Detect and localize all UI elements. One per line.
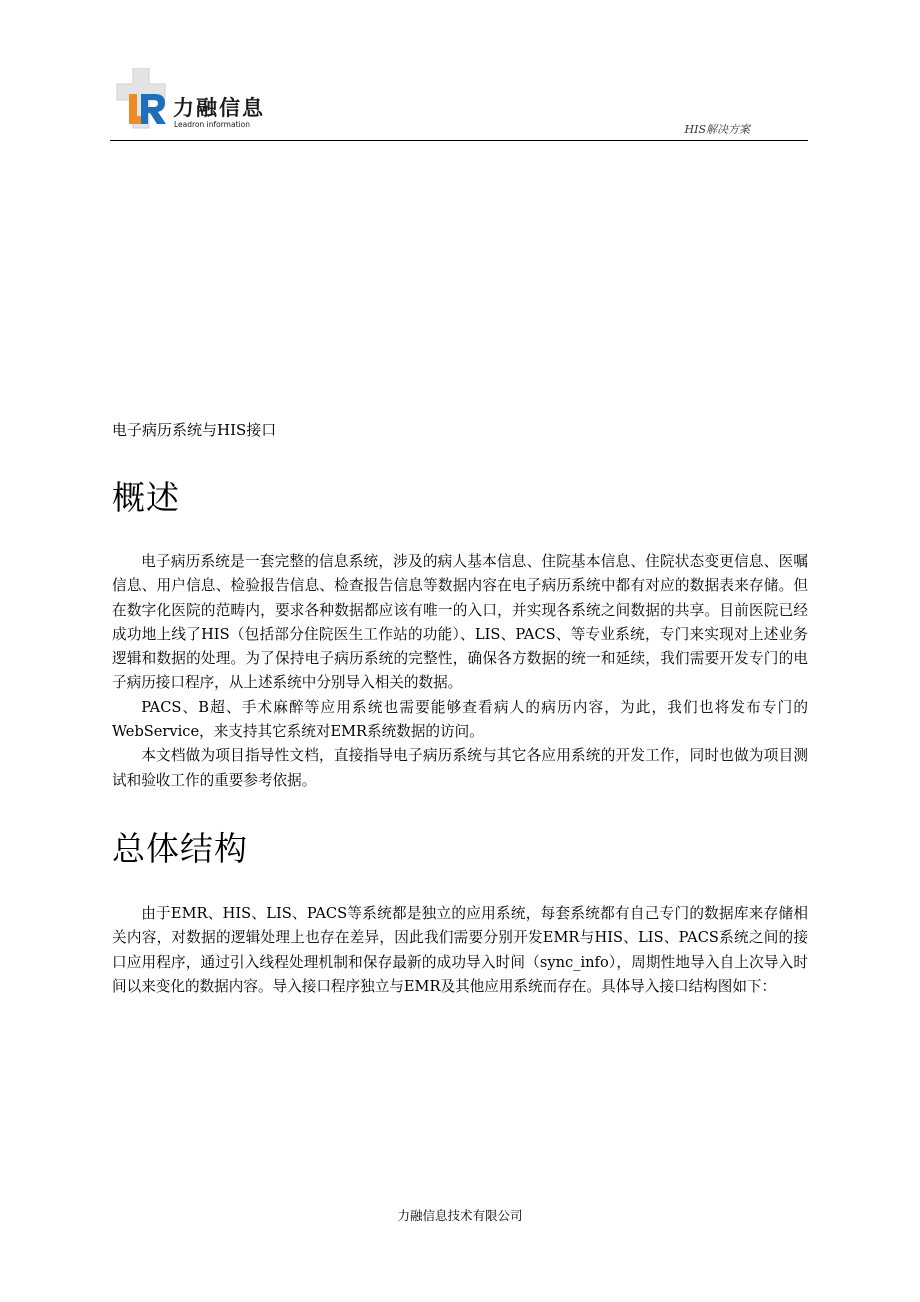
section-heading-structure: 总体结构 [112, 829, 248, 868]
page-footer-company: 力融信息技术有限公司 [397, 1208, 523, 1223]
section-body-overview [112, 550, 808, 793]
document-title: 电子病历系统与HIS接口 [112, 421, 277, 439]
section-body-structure [112, 902, 808, 999]
header-solution-label: HIS解决方案 [684, 123, 750, 136]
paragraph: 由于EMR、HIS、LIS、PACS等系统都是独立的应用系统，每套系统都有自己专门的数据库来存储相关内容，对数据的逻辑处理上也存在差异，因此我们需要分别开发EMR与HIS、LIS、PACS系统之间的接口应用程序，通过引入线程处理机制和保存最新的成功导入时间（sync_info），周期性地导入自上次导入时间以来变化的数据内容。导入接口程序独立与EMR及其他应用系统而存在。具体导入接口结构图如下： [112, 905, 808, 995]
page-header [110, 60, 808, 141]
logo-chinese-text: 力融信息 [173, 96, 265, 120]
paragraph: PACS、B超、手术麻醉等应用系统也需要能够查看病人的病历内容，为此，我们也将发布专门的WebService，来支持其它系统对EMR系统数据的访问。 [112, 698, 808, 741]
paragraph: 本文档做为项目指导性文档，直接指导电子病历系统与其它各应用系统的开发工作，同时也做为项目测试和验收工作的重要参考依据。 [112, 747, 808, 789]
logo-english-text: Leadron information [174, 120, 250, 129]
section-heading-overview: 概述 [112, 478, 180, 517]
company-logo [115, 68, 285, 130]
paragraph: 电子病历系统是一套完整的信息系统，涉及的病人基本信息、住院基本信息、住院状态变更信息、医嘱信息、用户信息、检验报告信息、检查报告信息等数据内容在电子病历系统中都有对应的数据表来存储。但在数字化医院的范畴内，要求各种数据都应该有唯一的入口，并实现各系统之间数据的共享。目前医院已经成功地上线了HIS（包括部分住院医生工作站的功能）、LIS、PACS、等专业系统，专门来实现对上述业务逻辑和数据的处理。为了保持电子病历系统的完整性，确保各方数据的统一和延续，我们需要开发专门的电子病历接口程序，从上述系统中分别导入相关的数据。 [112, 553, 808, 692]
